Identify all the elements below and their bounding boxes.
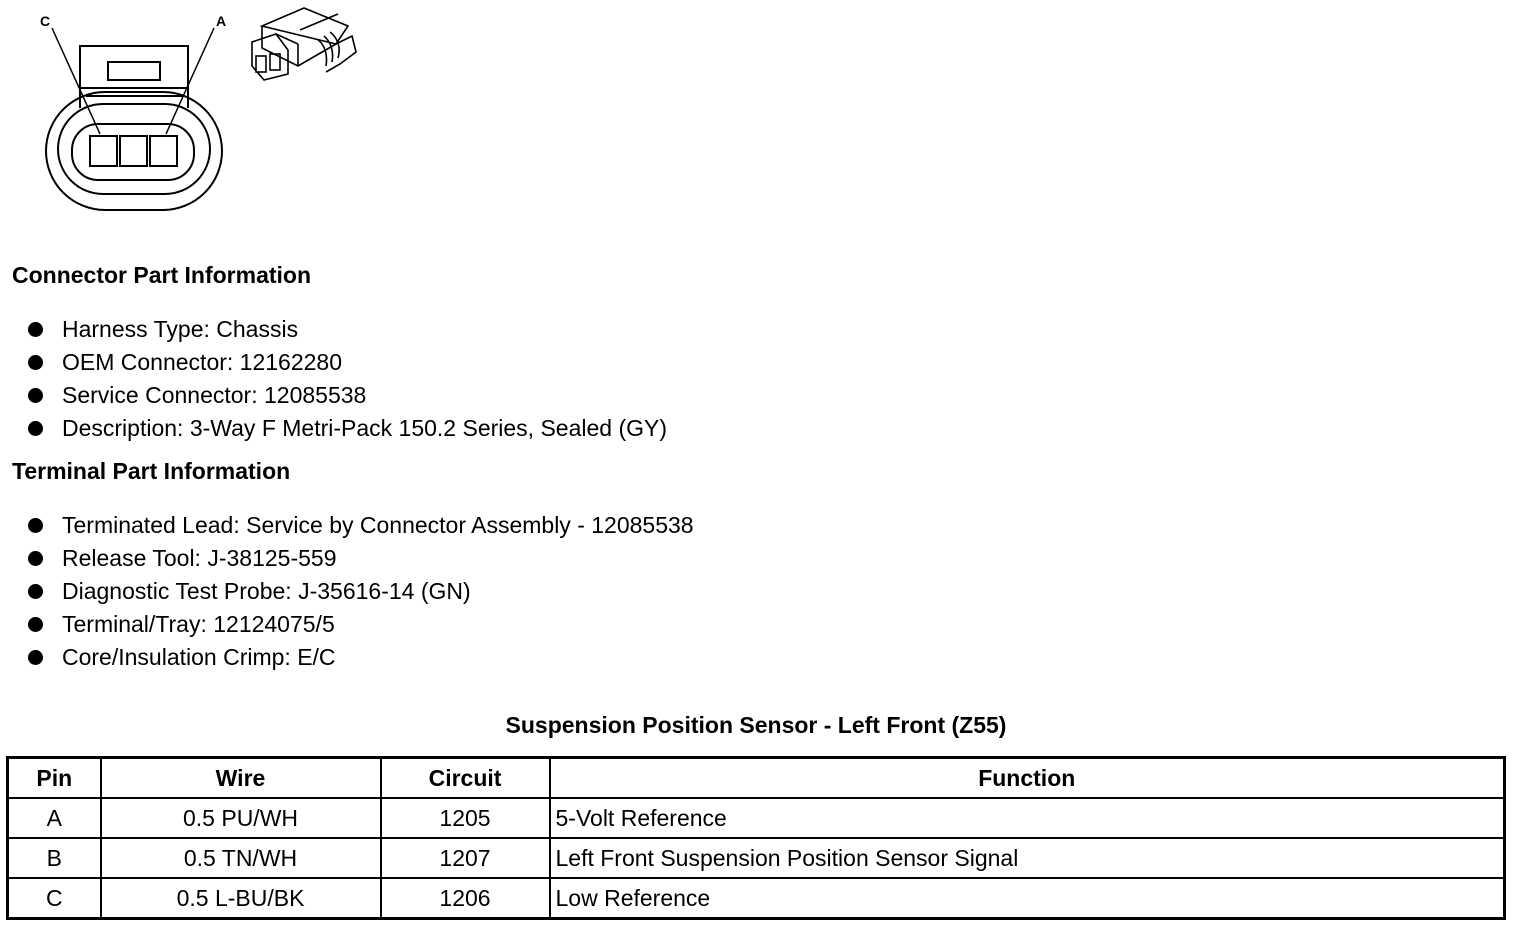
list-item	[28, 379, 667, 412]
table-row	[8, 878, 1505, 919]
bullet-icon	[28, 355, 43, 370]
connector-isometric-view	[252, 8, 356, 80]
cell-function: Low Reference	[550, 878, 1505, 919]
cell-wire: 0.5 PU/WH	[101, 798, 381, 838]
list-item	[28, 412, 667, 445]
list-item	[28, 608, 694, 641]
list-item-text: Terminated Lead: Service by Connector Assembly - 12085538	[62, 512, 694, 538]
list-item	[28, 346, 667, 379]
bullet-icon	[28, 322, 43, 337]
cell-wire: 0.5 TN/WH	[101, 838, 381, 878]
column-header-wire: Wire	[101, 758, 381, 799]
connector-diagram	[0, 0, 380, 230]
cell-wire: 0.5 L-BU/BK	[101, 878, 381, 919]
bullet-icon	[28, 650, 43, 665]
cavity-a	[150, 136, 177, 166]
list-item	[28, 641, 694, 674]
connector-part-heading: Connector Part Information	[12, 262, 312, 288]
column-header-pin: Pin	[8, 758, 101, 799]
pinout-table-title: Suspension Position Sensor - Left Front (Z55)	[505, 712, 1007, 738]
pinout-table	[6, 756, 1506, 920]
connector-part-list	[28, 313, 667, 445]
list-item-text: Terminal/Tray: 12124075/5	[62, 611, 335, 637]
table-header-row	[8, 758, 1505, 799]
bullet-icon	[28, 518, 43, 533]
pin-label-a: A	[216, 13, 227, 29]
list-item-text: Description: 3-Way F Metri-Pack 150.2 Series, Sealed (GY)	[62, 415, 668, 441]
terminal-part-heading: Terminal Part Information	[12, 458, 291, 484]
list-item-text: Harness Type: Chassis	[62, 316, 299, 342]
list-item	[28, 509, 694, 542]
list-item-text: Diagnostic Test Probe: J-35616-14 (GN)	[62, 578, 471, 604]
list-item-text: Release Tool: J-38125-559	[62, 545, 337, 571]
leader-line-a	[166, 28, 214, 134]
table-row	[8, 798, 1505, 838]
list-item	[28, 575, 694, 608]
leader-line-c	[52, 28, 100, 134]
cell-pin: B	[8, 838, 101, 878]
bullet-icon	[28, 421, 43, 436]
connector-latch-window	[108, 62, 160, 80]
pin-label-c: C	[40, 13, 51, 29]
terminal-part-list	[28, 509, 694, 674]
column-header-function: Function	[550, 758, 1505, 799]
list-item	[28, 542, 694, 575]
list-item-text: Core/Insulation Crimp: E/C	[62, 644, 336, 670]
cavity-b	[120, 136, 147, 166]
bullet-icon	[28, 551, 43, 566]
cell-circuit: 1205	[381, 798, 550, 838]
cell-circuit: 1206	[381, 878, 550, 919]
cell-pin: C	[8, 878, 101, 919]
list-item-text: Service Connector: 12085538	[62, 382, 367, 408]
cavity-c	[90, 136, 117, 166]
cell-circuit: 1207	[381, 838, 550, 878]
bullet-icon	[28, 584, 43, 599]
cell-function: 5-Volt Reference	[550, 798, 1505, 838]
cell-function: Left Front Suspension Position Sensor Signal	[550, 838, 1505, 878]
connector-latch	[80, 46, 188, 108]
table-row	[8, 838, 1505, 878]
bullet-icon	[28, 388, 43, 403]
list-item-text: OEM Connector: 12162280	[62, 349, 343, 375]
column-header-circuit: Circuit	[381, 758, 550, 799]
bullet-icon	[28, 617, 43, 632]
list-item	[28, 313, 667, 346]
cell-pin: A	[8, 798, 101, 838]
